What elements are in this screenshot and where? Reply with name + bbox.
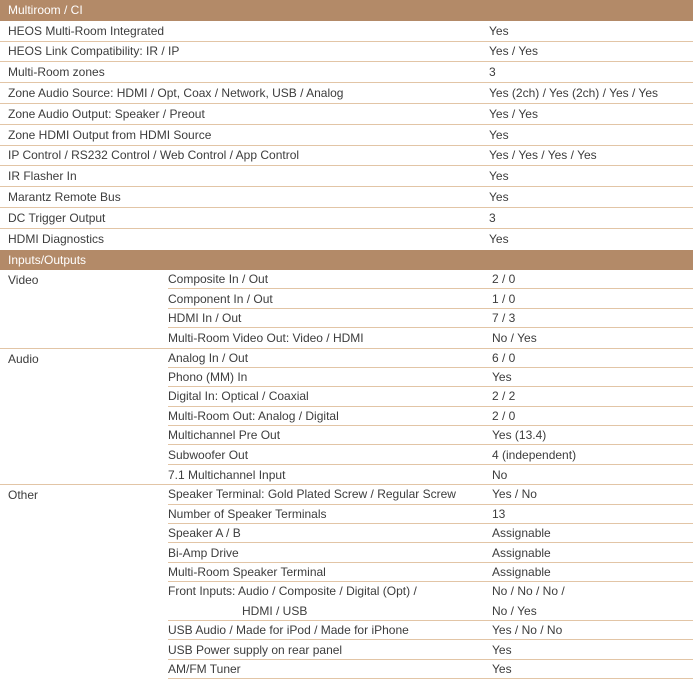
spec-value: 13 <box>492 506 506 521</box>
spec-value: Yes / Yes <box>489 44 538 59</box>
table-row <box>168 563 693 582</box>
group-video <box>0 270 693 349</box>
spec-label: Digital In: Optical / Coaxial <box>168 389 309 404</box>
spec-label: HDMI In / Out <box>168 310 242 325</box>
spec-value: Yes <box>489 23 509 38</box>
spec-label: Multichannel Pre Out <box>168 428 281 443</box>
table-row <box>168 328 693 347</box>
table-row-front-inputs <box>168 582 693 621</box>
table-row <box>168 289 693 308</box>
spec-label: Composite In / Out <box>168 272 269 287</box>
spec-label: Speaker Terminal: Gold Plated Screw / Regular Screw <box>168 487 456 502</box>
section-header-inputs-outputs <box>0 250 693 270</box>
table-row <box>0 166 693 187</box>
table-row <box>0 42 693 63</box>
table-row <box>168 485 693 504</box>
table-row <box>168 407 693 426</box>
section-title: Inputs/Outputs <box>8 252 87 267</box>
spec-value: Yes <box>492 370 512 385</box>
spec-label: DC Trigger Output <box>8 210 106 225</box>
table-row <box>168 387 693 406</box>
spec-value: Yes / Yes / Yes / Yes <box>489 148 597 163</box>
table-row <box>168 426 693 445</box>
table-row <box>168 270 693 289</box>
spec-label-line1: Front Inputs: Audio / Composite / Digital (Opt) / <box>168 584 417 599</box>
spec-label: Multi-Room Video Out: Video / HDMI <box>168 330 364 345</box>
spec-value: Yes <box>489 190 509 205</box>
spec-label: IR Flasher In <box>8 169 77 184</box>
spec-label: Phono (MM) In <box>168 370 248 385</box>
spec-label: Number of Speaker Terminals <box>168 506 327 521</box>
spec-value: Assignable <box>492 565 551 579</box>
table-row <box>168 505 693 524</box>
spec-value: Yes <box>489 127 509 142</box>
spec-label: Marantz Remote Bus <box>8 190 121 205</box>
spec-label <box>168 582 492 621</box>
spec-value-line2: No / Yes <box>492 603 537 618</box>
table-row <box>168 368 693 387</box>
spec-label: IP Control / RS232 Control / Web Control / App Control <box>8 148 300 163</box>
spec-label: HDMI Diagnostics <box>8 232 105 247</box>
table-row <box>0 125 693 146</box>
spec-label: Analog In / Out <box>168 350 249 365</box>
spec-value: Assignable <box>492 526 551 541</box>
table-row <box>0 208 693 229</box>
spec-value: Yes / No <box>492 487 537 502</box>
group-other <box>0 485 693 679</box>
group-label: Other <box>8 488 39 503</box>
table-row <box>0 21 693 42</box>
spec-label: Zone HDMI Output from HDMI Source <box>8 127 212 142</box>
spec-label: Speaker A / B <box>168 526 241 541</box>
spec-value: 2 / 0 <box>492 408 516 423</box>
table-row <box>168 543 693 562</box>
spec-value: No <box>492 467 508 482</box>
spec-label: HEOS Multi-Room Integrated <box>8 23 165 38</box>
table-row <box>168 465 693 484</box>
spec-value: No / Yes <box>492 330 537 345</box>
table-row <box>168 349 693 368</box>
spec-label: AM/FM Tuner <box>168 661 241 676</box>
spec-value: Yes <box>492 661 512 676</box>
spec-value: Yes <box>489 232 509 247</box>
table-row <box>0 62 693 83</box>
spec-label: HEOS Link Compatibility: IR / IP <box>8 44 180 59</box>
section-header-multiroom-ci <box>0 0 693 21</box>
spec-value: 7 / 3 <box>492 310 516 325</box>
table-row <box>168 524 693 543</box>
spec-label: Component In / Out <box>168 291 273 306</box>
spec-label: USB Power supply on rear panel <box>168 642 343 657</box>
table-row <box>168 640 693 659</box>
spec-value: 3 <box>489 210 496 225</box>
spec-value-line1: No / No / No / <box>492 584 565 599</box>
group-label: Video <box>8 272 39 287</box>
spec-value: 2 / 2 <box>492 389 516 404</box>
spec-value: 4 (independent) <box>492 447 577 462</box>
table-row <box>0 187 693 208</box>
spec-value: 3 <box>489 65 496 80</box>
spec-label: Multi-Room Out: Analog / Digital <box>168 408 339 423</box>
spec-label-line2: HDMI / USB <box>242 603 308 618</box>
table-row <box>168 309 693 328</box>
spec-value: Yes / No / No <box>492 623 563 638</box>
table-row <box>0 146 693 167</box>
spec-label: USB Audio / Made for iPod / Made for iPhone <box>168 623 409 638</box>
spec-value: Yes (2ch) / Yes (2ch) / Yes / Yes <box>489 86 659 101</box>
spec-value: Yes (13.4) <box>492 428 547 443</box>
spec-value: Yes / Yes <box>489 106 538 121</box>
table-row <box>168 445 693 464</box>
spec-label: Multi-Room zones <box>8 65 105 80</box>
spec-value <box>492 582 693 621</box>
spec-value: 6 / 0 <box>492 350 516 365</box>
spec-label: 7.1 Multichannel Input <box>168 467 286 482</box>
spec-label: Zone Audio Source: HDMI / Opt, Coax / Network, USB / Analog <box>8 86 344 101</box>
spec-value: 2 / 0 <box>492 272 516 287</box>
spec-label: Multi-Room Speaker Terminal <box>168 565 326 579</box>
spec-value: Yes <box>489 169 509 184</box>
table-row <box>0 83 693 104</box>
table-row <box>168 621 693 640</box>
spec-value: Assignable <box>492 545 551 560</box>
spec-value: Yes <box>492 642 512 657</box>
spec-label: Zone Audio Output: Speaker / Preout <box>8 106 205 121</box>
group-label: Audio <box>8 351 39 366</box>
section-title: Multiroom / CI <box>8 3 83 18</box>
spec-label: Subwoofer Out <box>168 447 249 462</box>
group-audio <box>0 349 693 486</box>
table-row <box>0 104 693 125</box>
spec-label: Bi-Amp Drive <box>168 545 239 560</box>
table-row <box>0 229 693 250</box>
table-row <box>168 660 693 679</box>
spec-value: 1 / 0 <box>492 291 516 306</box>
